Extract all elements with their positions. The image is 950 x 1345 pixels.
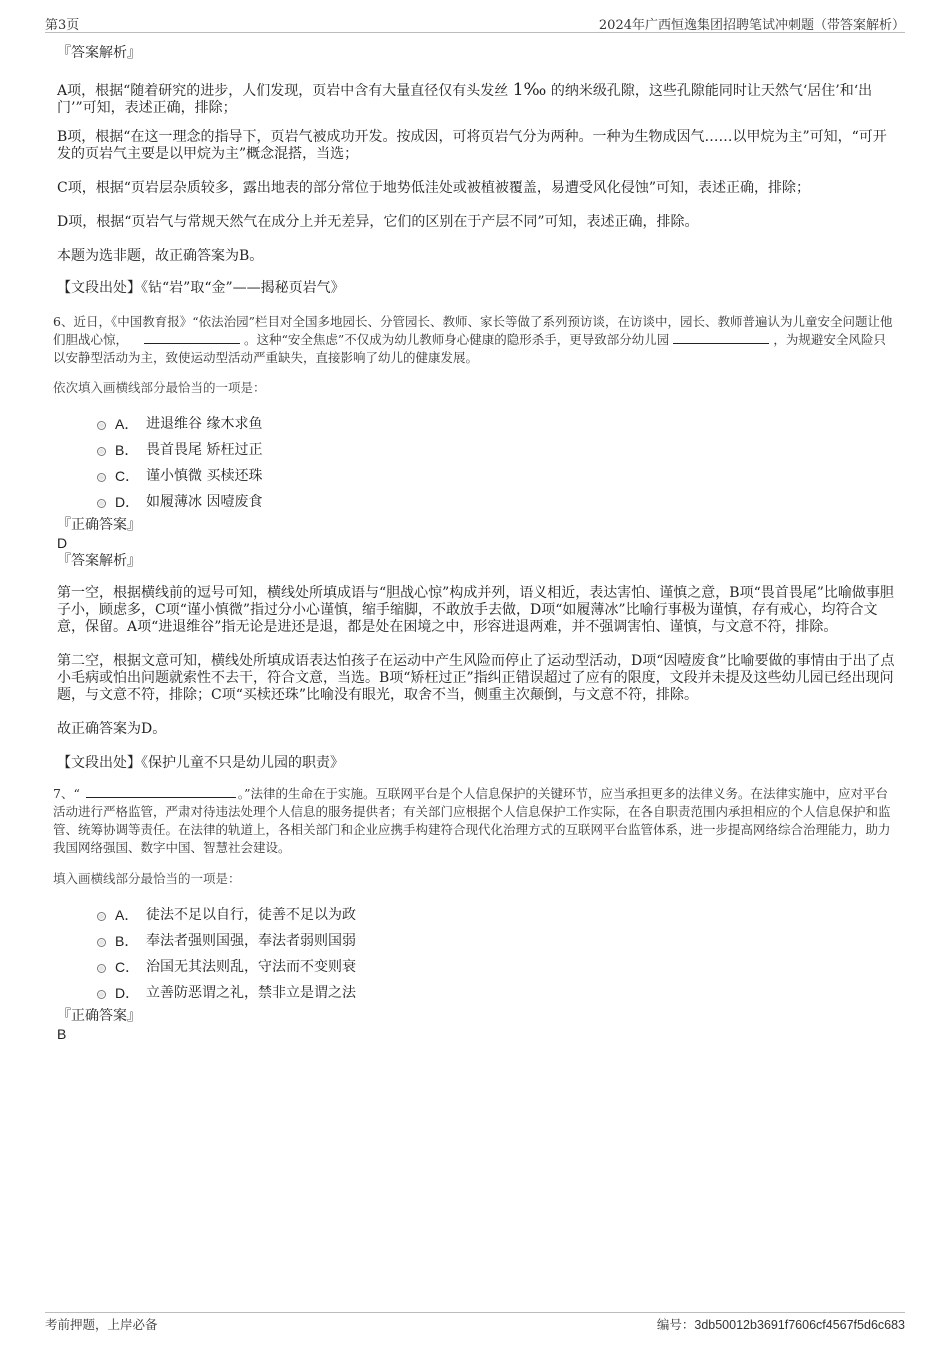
- analysis-option-b: B项，根据“在这一理念的指导下，页岩气被成功开发。按成因，可将页岩气分为两种。一种为生物成因气……以甲烷为主”可知，“可开发的页岩气主要是以甲烷为主”概念混搭，当选；: [57, 129, 887, 162]
- document-title: 2024年广西恒逸集团招聘笔试冲刺题（带答案解析）: [598, 18, 905, 33]
- option-d[interactable]: D． 如履薄冰 因噎废食: [57, 490, 897, 516]
- answer-analysis-label: 『答案解析』: [57, 553, 141, 569]
- analysis-conclusion: 故正确答案为D。: [57, 721, 167, 737]
- question-7-stem: 7、“ 。”法律的生命在于实施。互联网平台是个人信息保护的关键环节，应当承担更多的法律义务。在法律实施中，应对平台活动进行严格监管，严肃对待违法处理个人信息的服务提供者；有关部门应根据个人信息保护工作实际，在各自职责范围内承担相应的个人信息保护和监管、统筹协调等责任。在法律的轨道上，各相关部门和企业应携手构建符合现代化治理方式的互联网平台监管体系，进一步提高网络综合治理能力，助力我国网络强国、数字中国、智慧社会建设。: [53, 786, 891, 855]
- option-b[interactable]: B． 畏首畏尾 矫枉过正: [57, 438, 897, 464]
- question-6-prompt: 依次填入画横线部分最恰当的一项是：: [53, 380, 266, 395]
- radio-icon[interactable]: [97, 964, 106, 973]
- radio-icon[interactable]: [97, 499, 106, 508]
- question-6-stem: 6、近日，《中国教育报》“依法治园”栏目对全国多地园长、分管园长、教师、家长等做了系列预访谈，在访谈中，园长、教师普遍认为儿童安全问题让他们胆战心惊， 。这种“安全焦虑”不仅成为幼儿教师身心健康的隐形杀手，更导致部分幼儿园 ，为规避安全风险只以安静型活动为主，致使运动型活动严重缺失，直接影响了幼儿的健康发展。: [53, 314, 893, 365]
- correct-answer-label: 『正确答案』: [57, 517, 141, 533]
- answer-analysis-label: 『答案解析』: [57, 45, 141, 61]
- fill-blank: [86, 785, 236, 798]
- radio-icon[interactable]: [97, 912, 106, 921]
- radio-icon[interactable]: [97, 990, 106, 999]
- option-a[interactable]: A． 徒法不足以自行，徒善不足以为政: [57, 903, 897, 929]
- analysis-option-d: D项，根据“页岩气与常规天然气在成分上并无差异，它们的区别在于产层不同”可知，表述正确，排除。: [57, 214, 699, 230]
- option-c[interactable]: C． 谨小慎微 买椟还珠: [57, 464, 897, 490]
- correct-answer: B: [57, 1026, 67, 1042]
- content: [53, 44, 897, 1043]
- fraction-glyph: 1‰: [512, 80, 547, 100]
- option-d[interactable]: D． 立善防恶谓之礼，禁非立是谓之法: [57, 981, 897, 1007]
- page-number: 第3页: [45, 18, 80, 33]
- correct-answer-label: 『正确答案』: [57, 1008, 141, 1024]
- option-b[interactable]: B． 奉法者强则国强，奉法者弱则国弱: [57, 929, 897, 955]
- footer-slogan: 考前押题，上岸必备: [45, 1317, 158, 1332]
- option-c[interactable]: C． 治国无其法则乱，守法而不变则衰: [57, 955, 897, 981]
- analysis-paragraph-1: 第一空，根据横线前的逗号可知，横线处所填成语与“胆战心惊”构成并列，语义相近，表达害怕、谨慎之意，B项“畏首畏尾”比喻做事胆子小，顾虑多，C项“谨小慎微”指过分小心谨慎，缩手缩脚，不敢放手去做，D项“如履薄冰”比喻行事极为谨慎，存有戒心，均符合文意，保留。A项“进退维谷”指无论是进还是退，都是处在困境之中，形容进退两难，并不强调害怕、谨慎，与文意不符，排除。: [57, 585, 894, 635]
- question-6-options: [57, 412, 897, 516]
- analysis-conclusion: 本题为选非题，故正确答案为B。: [57, 248, 264, 264]
- fill-blank: [673, 331, 769, 344]
- radio-icon[interactable]: [97, 421, 106, 430]
- radio-icon[interactable]: [97, 473, 106, 482]
- source-citation: 【文段出处】《钻“岩”取“金”——揭秘页岩气》: [57, 280, 345, 296]
- page-header: [45, 10, 905, 33]
- radio-icon[interactable]: [97, 938, 106, 947]
- correct-answer: D: [57, 535, 68, 551]
- question-7-options: [57, 903, 897, 1007]
- document-code: 编号：3db50012b3691f7606cf4567f5d6c683: [656, 1317, 905, 1332]
- fill-blank: [144, 331, 240, 344]
- analysis-paragraph-2: 第二空，根据文意可知，横线处所填成语表达怕孩子在运动中产生风险而停止了运动型活动，D项“因噎废食”比喻要做的事情由于出了点小毛病或怕出问题就索性不去干，符合文意，当选。B项“矫枉过正”指纠正错误超过了应有的限度，文段并未提及这些幼儿园已经出现问题，与文意不符，排除；C项“买椟还珠”比喻没有眼光，取舍不当，侧重主次颠倒，与文意不符，排除。: [57, 653, 895, 703]
- radio-icon[interactable]: [97, 447, 106, 456]
- analysis-option-a: A项，根据“随着研究的进步，人们发现，页岩中含有大量直径仅有头发丝 1‰ 的纳米级孔隙，这些孔隙能同时让天然气‘居住’和‘出门’”可知，表述正确，排除；: [57, 80, 873, 116]
- source-citation: 【文段出处】《保护儿童不只是幼儿园的职责》: [57, 755, 344, 771]
- page-footer: [45, 1312, 905, 1335]
- analysis-option-c: C项，根据“页岩层杂质较多，露出地表的部分常位于地势低洼处或被植被覆盖，易遭受风化侵蚀”可知，表述正确，排除；: [57, 180, 811, 196]
- question-7-prompt: 填入画横线部分最恰当的一项是：: [53, 871, 241, 886]
- option-a[interactable]: A． 进退维谷 缘木求鱼: [57, 412, 897, 438]
